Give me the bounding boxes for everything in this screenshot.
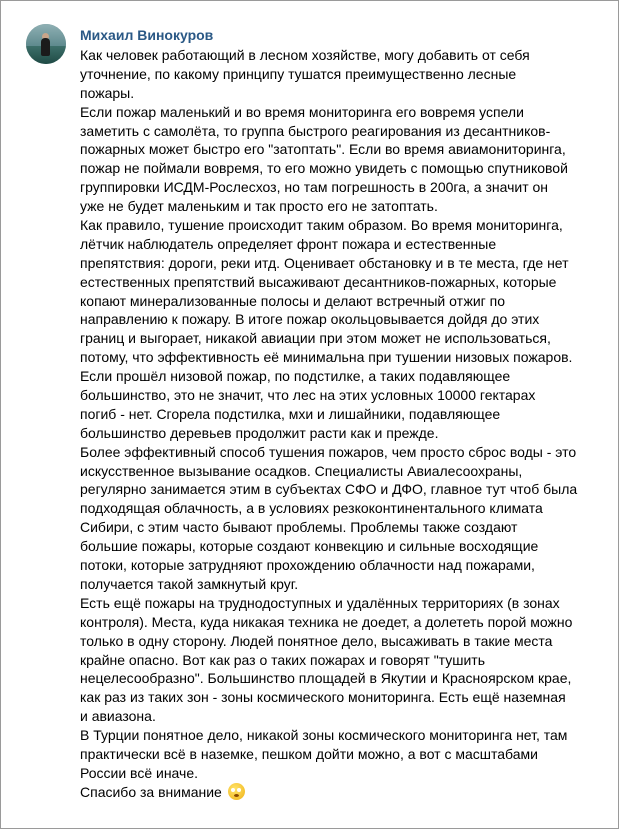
comment-text-line	[80, 329, 610, 348]
comment-text-line-content: копают минерализованные полосы и делают встречный отжиг по	[80, 292, 506, 309]
comment-text-line	[80, 65, 610, 84]
comment-text-line	[80, 405, 610, 424]
comment-text-line-content: как раз из таких зон - зоны космического мониторинга. Есть ещё наземная	[80, 689, 566, 706]
comment-text-line-content: границ и выгорает, никакой авиации при этом может не использоваться,	[80, 330, 551, 347]
comment-text-line	[80, 556, 610, 575]
comment-text-line	[80, 235, 610, 254]
comment-text-line-content: Как человек работающий в лесном хозяйстве, могу добавить от себя	[80, 47, 530, 63]
comment-text-line-content: группировки ИСДМ-Рослесхоз, но там погрешность в 200га, а значит он	[80, 179, 549, 196]
comment-text-line-content: контроля). Места, куда никакая техника не доедет, а долететь порой можно	[80, 613, 573, 630]
comment-text-line	[80, 651, 610, 670]
comment-text-line-content: регулярно занимается этим в субъектах СФО и ДФО, главное тут чтоб была	[80, 481, 578, 498]
comment-text-line	[80, 537, 610, 556]
comment-text-line-content: направлению к пожару. В итоге пожар окольцовывается дойдя до этих	[80, 311, 540, 328]
comment-text-line	[80, 178, 610, 197]
comment-text-line-content: только в одну сторону. Людей понятное дело, высаживать в такие места	[80, 632, 553, 649]
comment-text-line-content: пожарных может быстро его "затоптать". Если во время авиамониторинга,	[80, 141, 566, 158]
comment-text-line	[80, 669, 610, 688]
comment-text-line-content: России всё иначе.	[80, 764, 198, 781]
comment-text	[80, 46, 610, 802]
comment-text-line-content: пожары.	[80, 84, 135, 101]
comment-text-line	[80, 348, 610, 367]
comment-text-line	[80, 726, 610, 745]
comment-text-line	[80, 103, 610, 122]
comment-text-line-content: нецелесообразно". Большинство площадей в Якутии и Красноярском крае,	[80, 670, 572, 687]
comment-text-line-content: лётчик наблюдатель определяет фронт пожара и естественные	[80, 235, 497, 252]
comment-text-line-content: Как правило, тушение происходит таким образом. Во время мониторинга,	[80, 217, 563, 234]
comment-text-line	[80, 462, 610, 481]
comment-text-line-content: большие пожары, которые создают конвекцию и сильные восходящие	[80, 538, 539, 555]
comment-text-line	[80, 46, 610, 65]
comment-text-line-content: Если прошёл низовой пожар, по подстилке, а таких подавляющее	[80, 368, 511, 385]
comment-text-line	[80, 707, 610, 726]
comment-text-line-content: Более эффективный способ тушения пожаров, чем просто сброс воды - это	[80, 443, 577, 460]
comment-text-line	[80, 367, 610, 386]
comment-text-line	[80, 518, 610, 537]
comment-text-line	[80, 443, 610, 462]
comment-text-line	[80, 197, 610, 216]
comment-text-line	[80, 613, 610, 632]
comment-text-line	[80, 480, 610, 499]
comment-text-line-content: Спасибо за внимание	[80, 783, 222, 800]
comment-text-line	[80, 632, 610, 651]
comment-text-line-content: потоки, которые затрудняют прохождению облачности над пожарами,	[80, 557, 535, 574]
comment-text-line-content: потому, что эффективность её минимальна при тушении низовых пожаров.	[80, 349, 573, 366]
comment-text-line-content: препятствия: дороги, реки итд. Оценивает обстановку и в те места, где нет	[80, 254, 569, 271]
comment-text-line	[80, 424, 610, 443]
comment-text-line	[80, 310, 610, 329]
comment-text-line-content: практически всё в наземке, пешком дойти можно, а вот с масштабами	[80, 745, 538, 762]
comment-text-line	[80, 575, 610, 594]
author-name-link[interactable]: Михаил Винокуров	[80, 27, 214, 43]
comment-text-line-content: Есть ещё пожары на труднодоступных и удалённых территориях (в зонах	[80, 594, 560, 611]
comment-text-line-content: Сибири, с этим часто бывают проблемы. Проблемы также создают	[80, 519, 518, 536]
comment-text-line-content: уточнение, по какому принципу тушатся преимущественно лесные	[80, 65, 517, 82]
comment-text-line-content: пожар не поймали вовремя, то его можно увидеть с помощью спутниковой	[80, 160, 568, 177]
comment-text-line	[80, 122, 610, 141]
comment-text-line-content: крайне опасно. Вот как раз о таких пожарах и говорят "тушить	[80, 651, 485, 668]
comment-text-line-content: и авиазона.	[80, 708, 156, 725]
comment-text-line-content: уже не будет маленьким и так просто его не затоптать.	[80, 198, 438, 215]
comment-text-line	[80, 254, 610, 273]
comment-text-line	[80, 140, 610, 159]
comment-text-line-content: естественных препятствий высаживают десантников-пожарных, которые	[80, 273, 557, 290]
comment-text-line	[80, 764, 610, 783]
comment-text-line	[80, 688, 610, 707]
comment-text-line-content: большинство, это не значит, что лес на этих условных 10000 гектарах	[80, 387, 536, 404]
comment-text-line-content: Если пожар маленький и во время мониторинга его вовремя успели	[80, 103, 524, 120]
comment-text-line	[80, 273, 610, 292]
comment-text-line-content: подходящая облачность, а в условиях резкоконтинентального климата	[80, 500, 543, 517]
blushing-face-emoji-icon	[228, 783, 245, 800]
comment-text-line	[80, 783, 610, 802]
comment-text-line-content: заметить с самолёта, то группа быстрого реагирования из десантников-	[80, 122, 551, 139]
comment-text-line-content: получается такой замкнутый круг.	[80, 575, 299, 592]
comment-text-line	[80, 386, 610, 405]
comment-text-line	[80, 499, 610, 518]
comment-text-line	[80, 159, 610, 178]
comment-text-line-content: В Турции понятное дело, никакой зоны космического мониторинга нет, там	[80, 727, 568, 744]
user-avatar[interactable]	[26, 24, 66, 64]
comment-text-line	[80, 745, 610, 764]
comment-text-line-content: искусственное вызывание осадков. Специалисты Авиалесоохраны,	[80, 462, 523, 479]
comment-text-line-content: погиб - нет. Сгорела подстилка, мхи и лишайники, подавляющее	[80, 405, 501, 422]
comment-text-line	[80, 594, 610, 613]
comment-text-line	[80, 292, 610, 311]
comment-text-line-content: большинство деревьев продолжит расти как и прежде.	[80, 424, 439, 441]
comment-text-line	[80, 216, 610, 235]
comment-text-line	[80, 84, 610, 103]
